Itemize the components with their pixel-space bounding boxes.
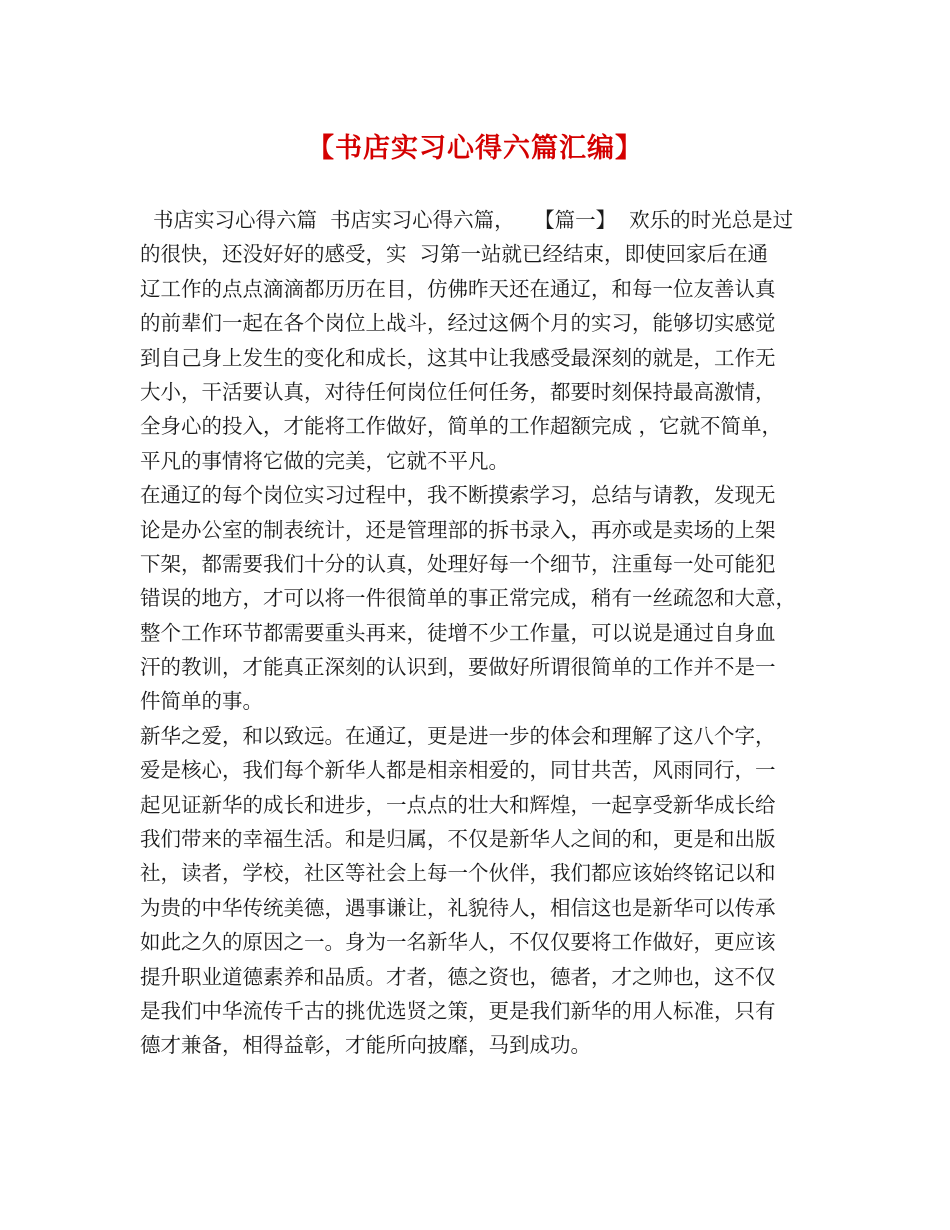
text-line: 整个工作环节都需要重头再来，徒增不少工作量，可以说是通过自身血: [140, 620, 776, 645]
text-line: 件简单的事。: [140, 689, 263, 714]
text-line: 是我们中华流传千古的挑优选贤之策，更是我们新华的用人标准，只有: [140, 998, 776, 1023]
text-line: 为贵的中华传统美德，遇事谦让，礼貌待人，相信这也是新华可以传承: [140, 895, 776, 920]
paragraph-1: [140, 203, 830, 478]
text-line: 的前辈们一起在各个岗位上战斗，经过这俩个月的实习，能够切实感觉: [140, 311, 776, 336]
text-line: 的很快，还没好好的感受，实 习第一站就已经结束，即使回家后在通: [140, 242, 769, 267]
document-body: [140, 203, 830, 1063]
text-line: 在通辽的每个岗位实习过程中，我不断摸索学习，总结与请教，发现无: [140, 483, 776, 508]
text-line: 辽工作的点点滴滴都历历在目，仿佛昨天还在通辽，和每一位友善认真: [140, 276, 776, 301]
text-line: 起见证新华的成长和进步，一点点的壮大和辉煌，一起享受新华成长给: [140, 792, 776, 817]
text-line: 社，读者，学校，社区等社会上每一个伙伴，我们都应该始终铭记以和: [140, 861, 776, 886]
text-line: 如此之久的原因之一。身为一名新华人，不仅仅要将工作做好，更应该: [140, 930, 776, 955]
text-line: 新华之爱，和以致远。在通辽，更是进一步的体会和理解了这八个字，: [140, 723, 776, 748]
paragraph-2: [140, 478, 830, 719]
text-line: 爱是核心，我们每个新华人都是相亲相爱的，同甘共苦，风雨同行，一: [140, 758, 776, 783]
text-line: 下架，都需要我们十分的认真，处理好每一个细节，注重每一处可能犯: [140, 551, 776, 576]
paragraph-3: [140, 719, 830, 1063]
text-line: 我们带来的幸福生活。和是归属，不仅是新华人之间的和，更是和出版: [140, 827, 776, 852]
text-line: 全身心的投入，才能将工作做好，简单的工作超额完成 ，它就不简单，: [140, 414, 783, 439]
text-line: 书店实习心得六篇 书店实习心得六篇， 【篇一】 欢乐的时光总是过: [140, 208, 794, 232]
text-line: 论是办公室的制表统计，还是管理部的拆书录入，再亦或是卖场的上架: [140, 517, 776, 542]
text-line: 到自己身上发生的变化和成长，这其中让我感受最深刻的就是，工作无: [140, 345, 776, 370]
text-line: 大小，干活要认真，对待任何岗位任何任务，都要时刻保持最高激情，: [140, 379, 776, 404]
text-line: 错误的地方，才可以将一件很简单的事正常完成，稍有一丝疏忽和大意，: [140, 586, 796, 611]
text-line: 提升职业道德素养和品质。才者，德之资也，德者，才之帅也，这不仅: [140, 964, 776, 989]
text-line: 平凡的事情将它做的完美，它就不平凡。: [140, 448, 509, 473]
text-line: 汗的教训，才能真正深刻的认识到，要做好所谓很简单的工作并不是一: [140, 655, 776, 680]
text-line: 德才兼备，相得益彰，才能所向披靡，马到成功。: [140, 1033, 591, 1058]
document-title: 【书店实习心得六篇汇编】: [307, 133, 643, 164]
